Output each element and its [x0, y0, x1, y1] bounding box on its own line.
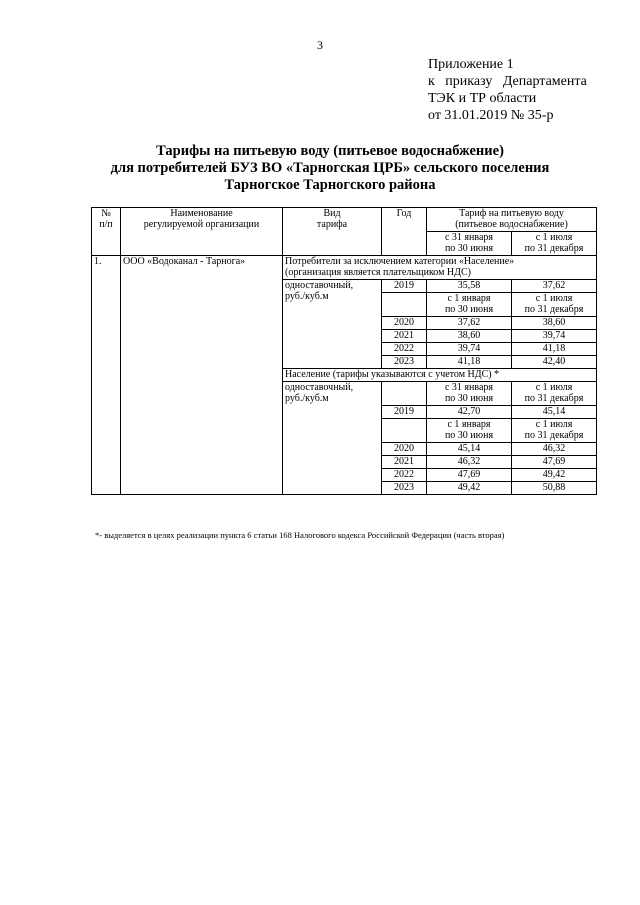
- appendix-line: Приложение 1: [428, 57, 514, 72]
- header-year: Год: [382, 208, 427, 256]
- tariff-type: одноставочный, руб./куб.м: [283, 280, 382, 369]
- value-cell: 41,18: [512, 343, 597, 356]
- value-cell: 37,62: [512, 280, 597, 293]
- year-cell: 2022: [382, 469, 427, 482]
- section-label: Потребители за исключением категории «Население» (организация является плательщиком НДС): [283, 256, 597, 280]
- year-cell: 2020: [382, 443, 427, 456]
- appendix-line: от 31.01.2019 № 35-р: [428, 108, 554, 123]
- appendix-block: [428, 56, 587, 124]
- value-cell: 42,70: [427, 406, 512, 419]
- header-org: Наименование регулируемой организации: [121, 208, 283, 256]
- period-subheader: с 1 января по 30 июня: [427, 419, 512, 443]
- year-cell: 2019: [382, 406, 427, 419]
- tariff-type: одноставочный, руб./куб.м: [283, 382, 382, 495]
- header-period-2: с 1 июля по 31 декабря: [512, 232, 597, 256]
- header-type: Вид тарифа: [283, 208, 382, 256]
- row-number: 1.: [92, 256, 121, 495]
- header-period-1: с 31 января по 30 июня: [427, 232, 512, 256]
- value-cell: 47,69: [512, 456, 597, 469]
- title-line: Тарифы на питьевую воду (питьевое водоснабжение): [156, 143, 504, 159]
- value-cell: 50,88: [512, 482, 597, 495]
- year-cell: 2021: [382, 330, 427, 343]
- value-cell: 39,74: [512, 330, 597, 343]
- value-cell: 37,62: [427, 317, 512, 330]
- period-subheader: с 1 июля по 31 декабря: [512, 419, 597, 443]
- period-subheader: с 31 января по 30 июня: [427, 382, 512, 406]
- tariff-table: [91, 207, 597, 495]
- year-cell: 2023: [382, 356, 427, 369]
- organization-name: ООО «Водоканал - Тарнога»: [121, 256, 283, 495]
- title-line: для потребителей БУЗ ВО «Тарногская ЦРБ» сельского поселения: [110, 160, 550, 176]
- empty-cell: [382, 293, 427, 317]
- value-cell: 38,60: [427, 330, 512, 343]
- title-line: Тарногское Тарногского района: [224, 177, 436, 193]
- empty-cell: [382, 382, 427, 406]
- value-cell: 46,32: [427, 456, 512, 469]
- value-cell: 46,32: [512, 443, 597, 456]
- header-num: № п/п: [92, 208, 121, 256]
- page-number: 3: [317, 38, 323, 52]
- year-cell: 2021: [382, 456, 427, 469]
- year-cell: 2022: [382, 343, 427, 356]
- value-cell: 39,74: [427, 343, 512, 356]
- document-title: [60, 143, 600, 194]
- value-cell: 49,42: [512, 469, 597, 482]
- year-cell: 2019: [382, 280, 427, 293]
- value-cell: 42,40: [512, 356, 597, 369]
- period-subheader: с 1 июля по 31 декабря: [512, 293, 597, 317]
- value-cell: 38,60: [512, 317, 597, 330]
- year-cell: 2023: [382, 482, 427, 495]
- value-cell: 45,14: [512, 406, 597, 419]
- appendix-line: ТЭК и ТР области: [428, 91, 537, 106]
- value-cell: 49,42: [427, 482, 512, 495]
- period-subheader: с 1 января по 30 июня: [427, 293, 512, 317]
- value-cell: 35,58: [427, 280, 512, 293]
- section-label: Население (тарифы указываются с учетом НДС) *: [283, 369, 597, 382]
- value-cell: 45,14: [427, 443, 512, 456]
- period-subheader: с 1 июля по 31 декабря: [512, 382, 597, 406]
- empty-cell: [382, 419, 427, 443]
- appendix-line: к приказу Департамента: [428, 74, 587, 89]
- footnote: *- выделяется в целях реализации пункта 6 статьи 168 Налогового кодекса Российской Федерации (часть вторая): [95, 530, 505, 540]
- value-cell: 41,18: [427, 356, 512, 369]
- header-tariff: Тариф на питьевую воду (питьевое водоснабжение): [427, 208, 597, 232]
- year-cell: 2020: [382, 317, 427, 330]
- value-cell: 47,69: [427, 469, 512, 482]
